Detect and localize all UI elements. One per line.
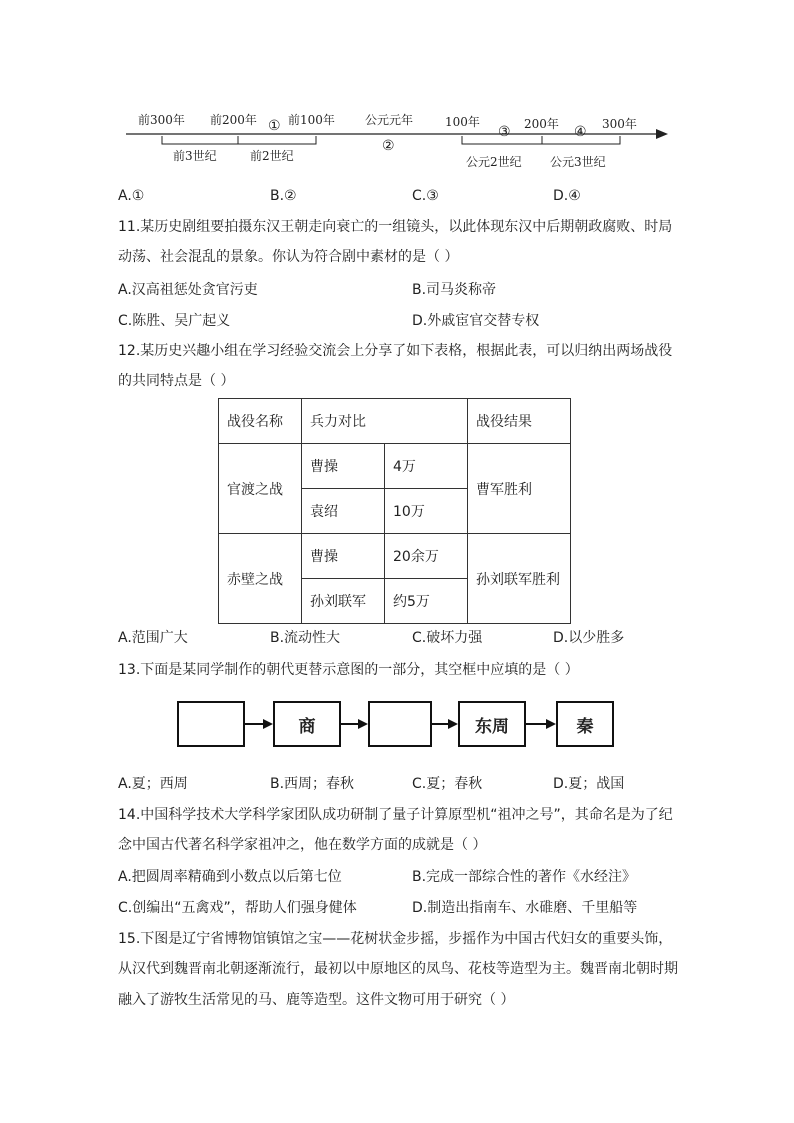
side-cell: 曹操 [302, 444, 385, 489]
table-header-row [219, 399, 571, 444]
q11-stem: 动荡、社会混乱的景象。你认为符合剧中素材的是（ ） [118, 249, 459, 265]
force-cell: 10万 [385, 489, 468, 534]
q10-option-c: C.③ [412, 188, 439, 204]
q10-option-d: D.④ [553, 188, 581, 204]
q12-stem: 的共同特点是（ ） [118, 373, 235, 389]
battle-table [218, 398, 571, 624]
q12-option-c: C.破坏力强 [412, 630, 483, 646]
marker-4: ④ [574, 124, 587, 140]
q11-option-c: C.陈胜、吴广起义 [118, 313, 231, 329]
dynasty-box-east-zhou: 东周 [458, 701, 526, 747]
marker-2: ② [382, 138, 395, 154]
q15-stem: 15.下图是辽宁省博物馆镇馆之宝——花树状金步摇，步摇作为中国古代妇女的重要头饰， [118, 931, 673, 947]
century-label: 前2世纪 [250, 149, 294, 163]
marker-1: ① [268, 118, 281, 134]
tick-label: 前300年 [138, 113, 185, 127]
result-cell: 曹军胜利 [468, 444, 571, 534]
q12-option-d: D.以少胜多 [553, 630, 625, 646]
q10-option-a: A.① [118, 188, 145, 204]
header-cell: 战役结果 [468, 399, 571, 444]
q14-option-b: B.完成一部综合性的著作《水经注》 [412, 869, 637, 885]
q15-stem: 从汉代到魏晋南北朝逐渐流行，最初以中原地区的凤鸟、花枝等造型为主。魏晋南北朝时期 [118, 961, 678, 977]
century-label: 公元3世纪 [550, 155, 606, 169]
tick-label: 100年 [445, 115, 480, 129]
q14-stem: 14.中国科学技术大学科学家团队成功研制了量子计算原型机“祖冲之号”，其命名是为了纪 [118, 807, 673, 823]
table-row [219, 534, 571, 579]
q10-option-b: B.② [270, 188, 297, 204]
q13-stem: 13.下面是某同学制作的朝代更替示意图的一部分，其空框中应填的是（ ） [118, 662, 579, 678]
flow-arrows [0, 700, 794, 750]
side-cell: 袁绍 [302, 489, 385, 534]
timeline-figure [118, 100, 678, 180]
q13-option-a: A.夏；西周 [118, 776, 188, 792]
q13-option-b: B.西周；春秋 [270, 776, 355, 792]
q11-option-b: B.司马炎称帝 [412, 282, 497, 298]
header-cell: 兵力对比 [302, 399, 468, 444]
q12-option-b: B.流动性大 [270, 630, 341, 646]
q11-stem: 11.某历史剧组要拍摄东汉王朝走向衰亡的一组镜头，以此体现东汉中后期朝政腐败、时局 [118, 219, 673, 235]
century-label: 前3世纪 [173, 149, 217, 163]
result-cell: 孙刘联军胜利 [468, 534, 571, 624]
marker-3: ③ [498, 124, 511, 140]
q15-stem: 融入了游牧生活常见的马、鹿等造型。这件文物可用于研究（ ） [118, 992, 515, 1008]
q14-option-a: A.把圆周率精确到小数点以后第七位 [118, 869, 342, 885]
side-cell: 孙刘联军 [302, 579, 385, 624]
force-cell: 20余万 [385, 534, 468, 579]
tick-label: 公元元年 [365, 113, 414, 127]
q12-stem: 12.某历史兴趣小组在学习经验交流会上分享了如下表格，根据此表，可以归纳出两场战役 [118, 343, 673, 359]
dynasty-box-qin: 秦 [556, 701, 614, 747]
q11-option-d: D.外戚宦官交替专权 [412, 313, 540, 329]
battle-name-cell: 官渡之战 [219, 444, 302, 534]
q11-option-a: A.汉高祖惩处贪官污吏 [118, 282, 258, 298]
century-label: 公元2世纪 [466, 155, 522, 169]
q12-option-a: A.范围广大 [118, 630, 188, 646]
q13-option-c: C.夏；春秋 [412, 776, 483, 792]
force-cell: 4万 [385, 444, 468, 489]
tick-label: 前200年 [210, 113, 257, 127]
force-cell: 约5万 [385, 579, 468, 624]
dynasty-box-shang: 商 [273, 701, 341, 747]
side-cell: 曹操 [302, 534, 385, 579]
q14-option-c: C.创编出“五禽戏”，帮助人们强身健体 [118, 900, 357, 916]
tick-label: 200年 [524, 117, 559, 131]
q13-option-d: D.夏；战国 [553, 776, 625, 792]
q14-option-d: D.制造出指南车、水碓磨、千里船等 [412, 900, 638, 916]
header-cell: 战役名称 [219, 399, 302, 444]
tick-label: 前100年 [288, 113, 335, 127]
battle-name-cell: 赤壁之战 [219, 534, 302, 624]
table-row [219, 444, 571, 489]
tick-label: 300年 [602, 117, 637, 131]
q14-stem: 念中国古代著名科学家祖冲之，他在数学方面的成就是（ ） [118, 837, 487, 853]
